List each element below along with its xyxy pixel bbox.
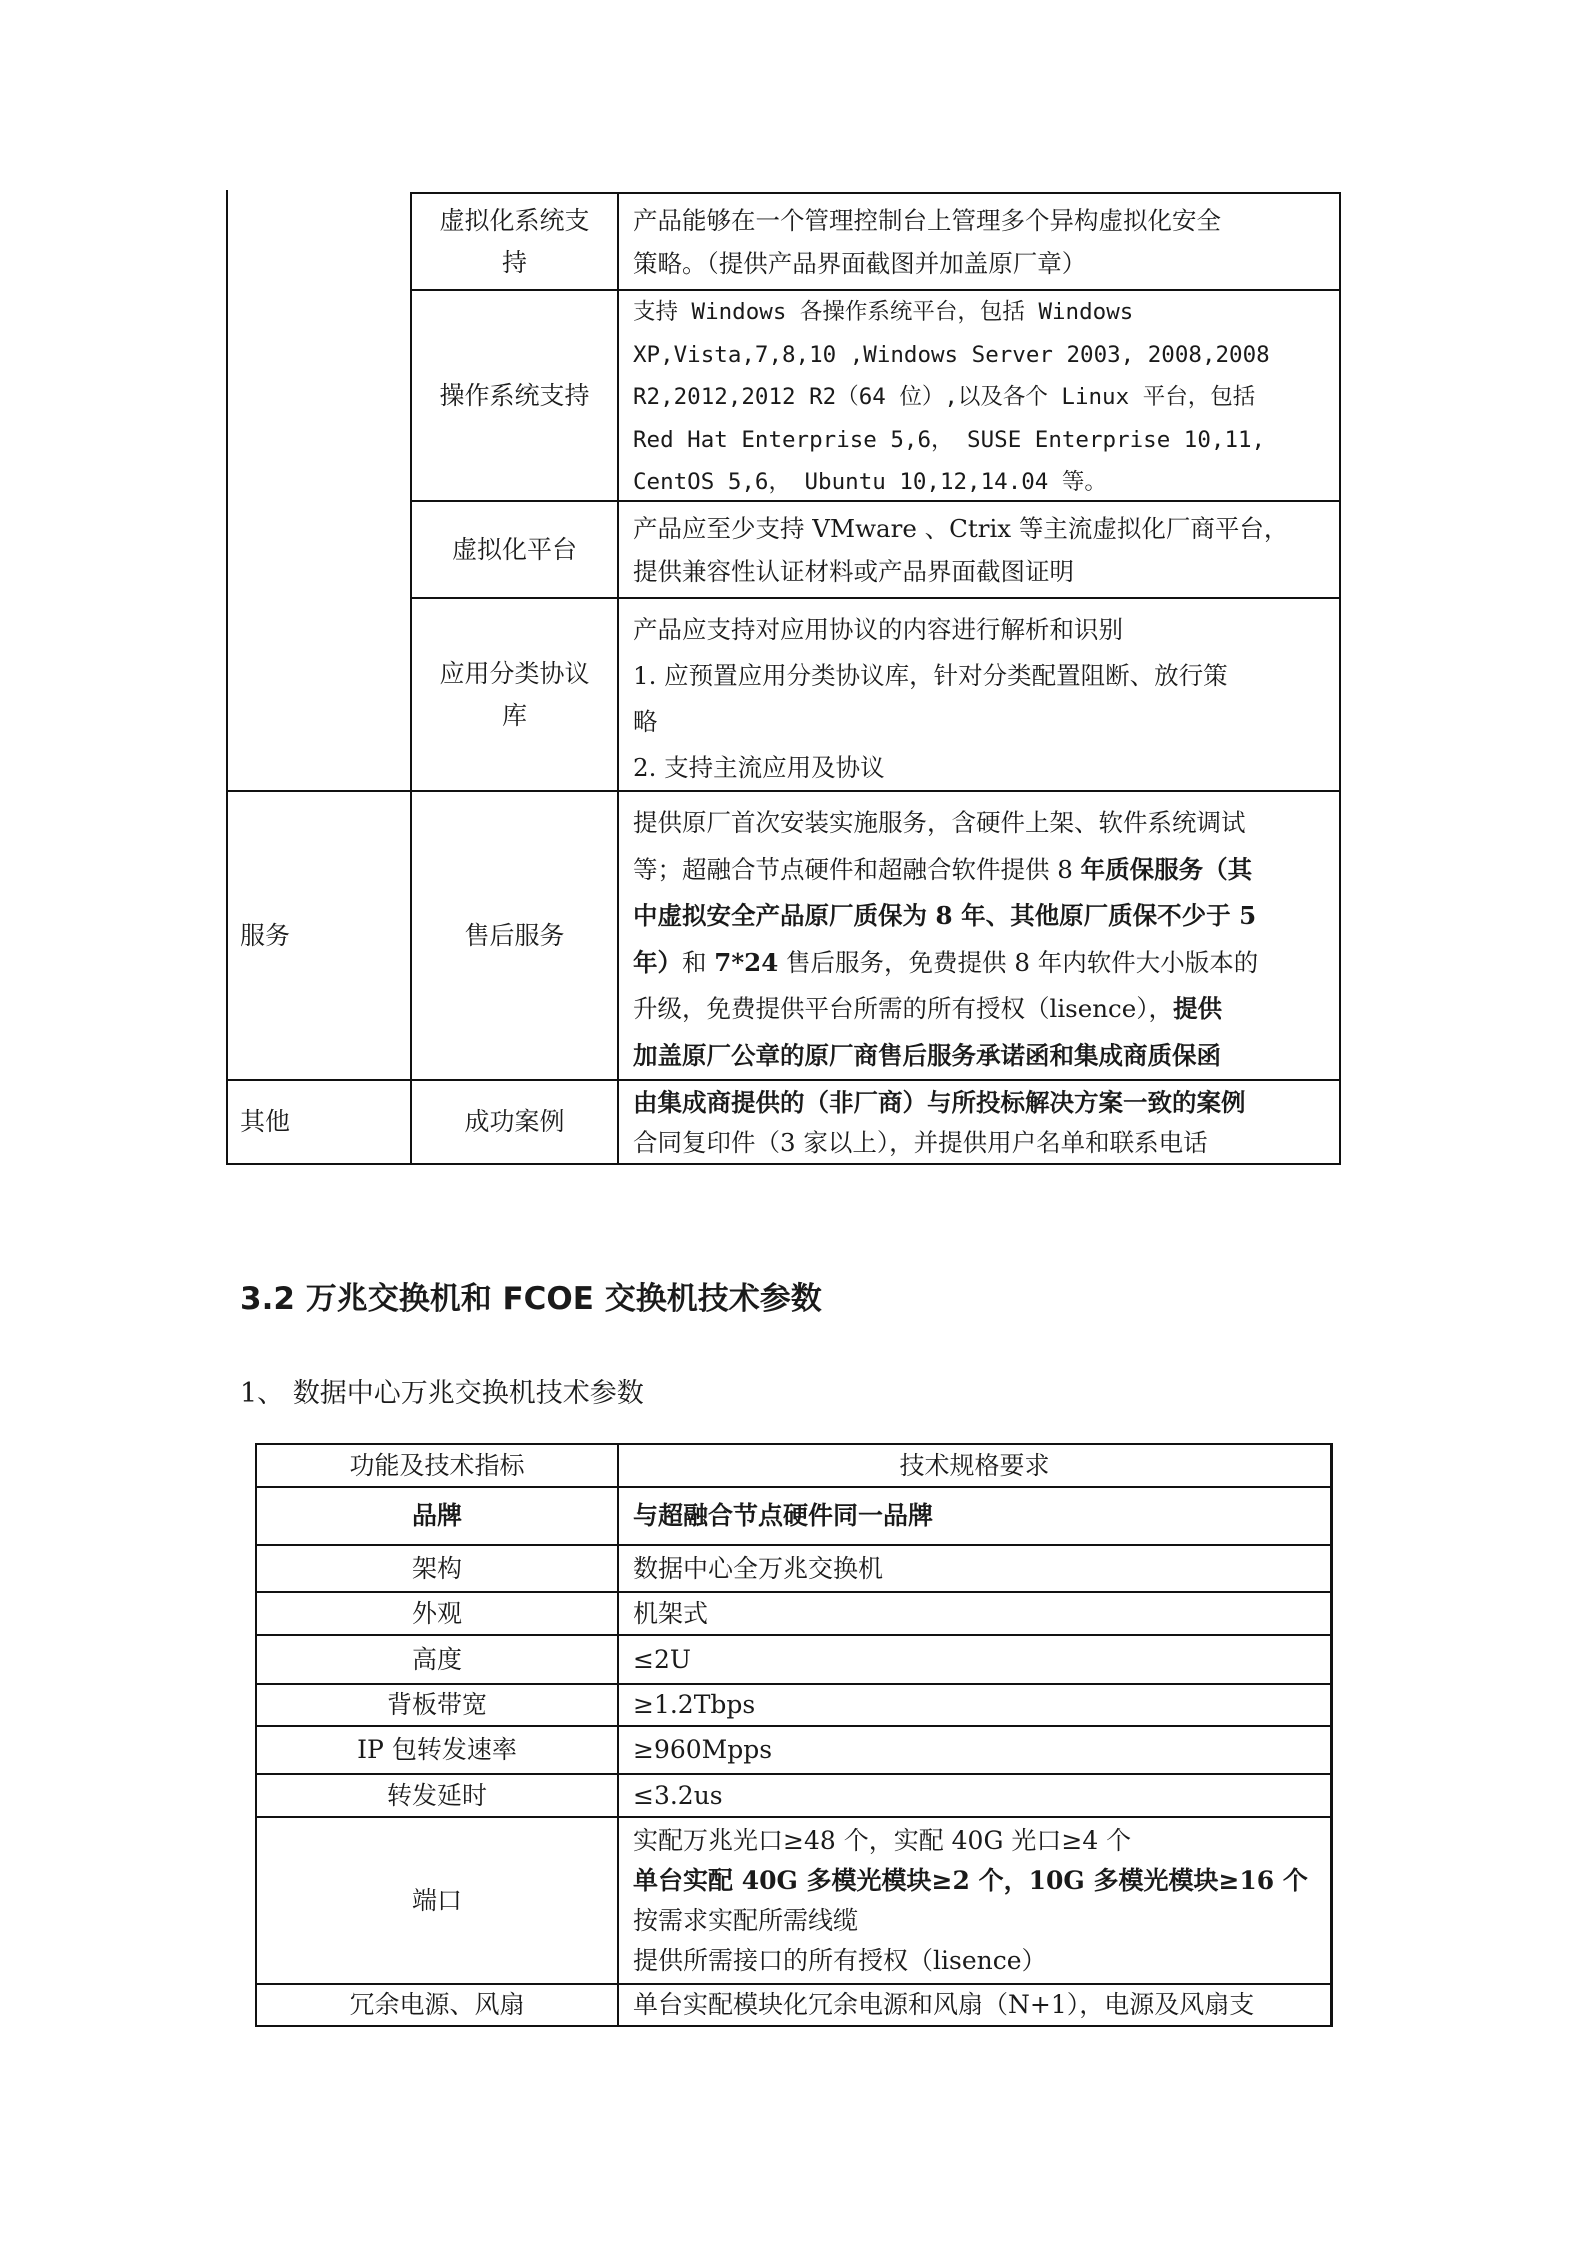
spec-value — [619, 1685, 1330, 1725]
item-label-line: 应用分类协议 — [439, 658, 590, 688]
desc-text — [633, 1083, 1325, 1163]
text-line: 略 — [633, 707, 658, 736]
text-line: 按需求实配所需线缆 — [633, 1905, 859, 1935]
spec-label: 冗余电源、风扇 — [349, 1990, 525, 2019]
text-line: 产品应至少支持 VMware 、Ctrix 等主流虚拟化厂商平台， — [633, 514, 1289, 543]
category-label: 其他 — [240, 1107, 291, 1136]
text-line: 1. 应预置应用分类协议库，针对分类配置阻断、放行策 — [633, 661, 1228, 690]
table-header-cell: 功能及技术指标 — [349, 1450, 525, 1480]
text-line: 提供所需接口的所有授权（lisence） — [633, 1945, 1047, 1975]
text-line: 策略。（提供产品界面截图并加盖原厂章） — [633, 248, 1087, 278]
text-line: 年）和 7*24 售后服务，免费提供 8 年内软件大小版本的 — [633, 947, 1259, 977]
spec-value — [619, 1727, 1330, 1773]
spec-value-text — [633, 1821, 1308, 1981]
text-line: 与超融合节点硬件同一品牌 — [633, 1501, 934, 1530]
section-subheading: 1、 数据中心万兆交换机技术参数 — [240, 1378, 644, 1409]
text-line: 2. 支持主流应用及协议 — [633, 753, 885, 782]
item-label-line: 库 — [501, 700, 527, 730]
spec-value — [619, 1636, 1330, 1683]
item-label-line: 虚拟化平台 — [451, 534, 577, 564]
table-header-cell: 技术规格要求 — [899, 1450, 1050, 1480]
spec-value — [619, 1818, 1330, 1983]
table-border — [226, 190, 228, 1165]
text-line: 由集成商提供的（非厂商）与所投标解决方案一致的案例 — [633, 1088, 1246, 1117]
spec-label: 转发延时 — [386, 1780, 487, 1810]
text-line: 实配万兆光口≥48 个，实配 40G 光口≥4 个 — [633, 1825, 1132, 1855]
category-label: 服务 — [240, 920, 291, 950]
spec-label: 架构 — [411, 1553, 462, 1583]
desc-text — [633, 607, 1325, 791]
table-row-category — [240, 792, 410, 1079]
spec-label: 品牌 — [411, 1501, 462, 1530]
table-row-desc — [619, 291, 1339, 500]
section-heading: 3.2 万兆交换机和 FCOE 交换机技术参数 — [240, 1281, 822, 1317]
table-border — [1330, 1443, 1333, 2027]
table-row-desc — [619, 200, 1339, 289]
table-row-desc — [619, 1083, 1339, 1163]
spec-label: 背板带宽 — [386, 1690, 487, 1719]
table-row-desc — [619, 800, 1339, 1079]
table-border — [255, 2025, 1332, 2027]
text-line: 单台实配模块化冗余电源和风扇（N+1），电源及风扇支 — [633, 1990, 1255, 2019]
text-line: Red Hat Enterprise 5,6， SUSE Enterprise 10,11, — [633, 426, 1266, 453]
item-label-line: 成功案例 — [464, 1107, 565, 1136]
spec-value-text — [633, 1642, 691, 1678]
spec-value — [619, 1546, 1330, 1591]
text-line: ≤3.2us — [633, 1780, 723, 1810]
spec-value-text — [633, 1551, 883, 1587]
text-line: ≥1.2Tbps — [633, 1690, 756, 1719]
table-row-desc — [619, 607, 1339, 790]
text-line: 合同复印件（3 家以上），并提供用户名单和联系电话 — [633, 1128, 1208, 1157]
spec-value-text — [633, 1596, 708, 1632]
table-row-item — [412, 1081, 617, 1163]
table-row-item — [412, 599, 617, 790]
text-line: ≤2U — [633, 1644, 691, 1674]
spec-value-text — [633, 1732, 772, 1768]
item-label-line: 持 — [501, 247, 527, 277]
text-line: 产品能够在一个管理控制台上管理多个异构虚拟化安全 — [633, 206, 1221, 235]
text-line: 升级，免费提供平台所需的所有授权（lisence），提供 — [633, 994, 1222, 1023]
item-label-line: 虚拟化系统支 — [439, 205, 590, 235]
table-row-item — [412, 502, 617, 597]
spec-value — [619, 1985, 1330, 2025]
spec-label: 高度 — [411, 1644, 462, 1674]
text-line: 数据中心全万兆交换机 — [633, 1553, 884, 1583]
text-line: CentOS 5,6， Ubuntu 10,12,14.04 等。 — [633, 469, 1107, 495]
desc-text — [633, 200, 1325, 285]
table-row-desc — [619, 508, 1339, 597]
desc-text — [633, 508, 1325, 593]
spec-value — [619, 1775, 1330, 1816]
text-line: 等；超融合节点硬件和超融合软件提供 8 年质保服务（其 — [633, 854, 1253, 884]
table-row-item — [412, 291, 617, 500]
text-line: 中虚拟安全产品原厂质保为 8 年、其他原厂质保不少于 5 — [633, 901, 1257, 930]
table-row-item — [412, 194, 617, 289]
table-border — [226, 1163, 1341, 1165]
spec-label: IP 包转发速率 — [357, 1735, 517, 1764]
text-line: 机架式 — [633, 1598, 709, 1628]
spec-value-text — [633, 1987, 1254, 2023]
spec-value-text — [633, 1498, 933, 1534]
table-row-item — [412, 792, 617, 1079]
spec-label: 端口 — [411, 1885, 462, 1915]
text-line: XP,Vista,7,8,10 ,Windows Server 2003, 2008,2008 — [633, 341, 1270, 368]
text-line: 提供原厂首次安装实施服务，含硬件上架、软件系统调试 — [633, 808, 1246, 837]
table-border — [1339, 192, 1341, 1165]
item-label-line: 操作系统支持 — [439, 380, 590, 410]
spec-value-text — [633, 1778, 723, 1814]
text-line: 单台实配 40G 多模光模块≥2 个，10G 多模光模块≥16 个 — [633, 1865, 1308, 1895]
desc-text — [633, 800, 1325, 1079]
item-label-line: 售后服务 — [464, 920, 565, 950]
text-line: ≥960Mpps — [633, 1735, 773, 1764]
text-line: R2,2012,2012 R2（64 位）,以及各个 Linux 平台，包括 — [633, 384, 1256, 410]
spec-label: 外观 — [411, 1598, 462, 1628]
desc-text — [633, 291, 1325, 504]
spec-value-text — [633, 1687, 755, 1723]
spec-value — [619, 1488, 1330, 1544]
text-line: 加盖原厂公章的原厂商售后服务承诺函和集成商质保函 — [633, 1040, 1221, 1070]
table-row-category — [240, 1081, 410, 1163]
text-line: 支持 Windows 各操作系统平台，包括 Windows — [633, 299, 1134, 325]
spec-value — [619, 1593, 1330, 1634]
text-line: 产品应支持对应用协议的内容进行解析和识别 — [633, 615, 1123, 644]
text-line: 提供兼容性认证材料或产品界面截图证明 — [633, 556, 1074, 586]
